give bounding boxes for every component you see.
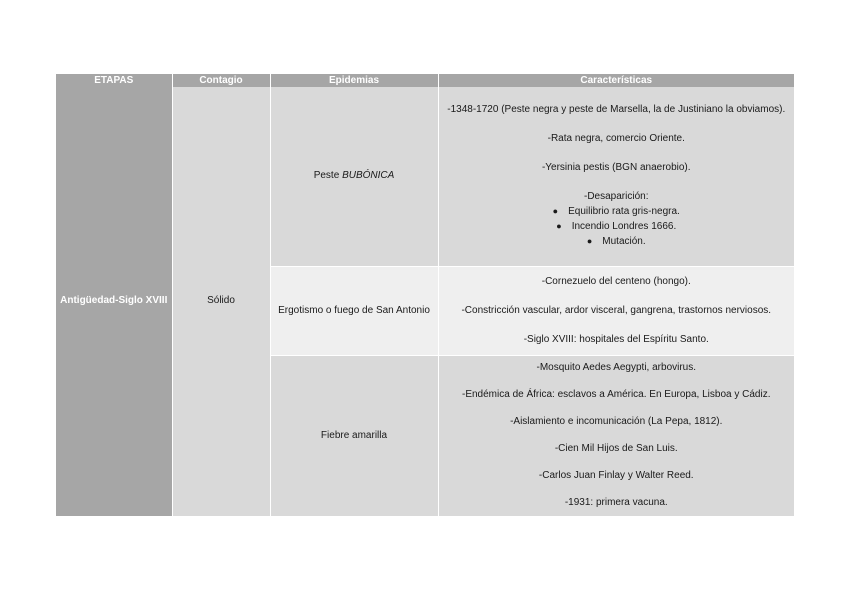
bullet-item (443, 219, 791, 234)
contagio-cell: Sólido (172, 87, 270, 516)
epidemia-cell-ergotismo: Ergotismo o fuego de San Antonio (270, 266, 438, 355)
caract-line: -Aislamiento e incomunicación (La Pepa, 1812). (510, 416, 723, 427)
header-epidemias: Epidemias (270, 74, 438, 87)
epidemia-cell-peste (270, 87, 438, 266)
bullet-text: Mutación. (602, 236, 646, 248)
epidemia-prefix: Peste (313, 170, 343, 182)
caract-line: -1348-1720 (Peste negra y peste de Marsella, la de Justiniano la obviamos). (447, 104, 786, 116)
bullet-text: Incendio Londres 1666. (571, 221, 677, 233)
bullet-icon: ● (586, 236, 593, 247)
etapa-cell: Antigüedad-Siglo XVIII (56, 87, 172, 516)
bullet-item (443, 234, 791, 249)
header-row (56, 74, 794, 87)
caract-line: -Yersinia pestis (BGN anaerobio). (541, 162, 691, 174)
caract-line: -Siglo XVIII: hospitales del Espíritu Santo. (523, 333, 709, 345)
epidemia-cell-fiebre: Fiebre amarilla (270, 355, 438, 516)
bullet-icon: ● (556, 221, 562, 232)
caract-line: -Constricción vascular, ardor visceral, gangrena, trastornos nerviosos. (461, 304, 772, 316)
table-row (56, 87, 794, 266)
caracteristicas-cell-peste (438, 87, 794, 266)
caract-line: -Cornezuelo del centeno (hongo). (541, 275, 691, 287)
caract-line: -Carlos Juan Finlay y Walter Reed. (538, 470, 694, 481)
caract-line: -Rata negra, comercio Oriente. (547, 133, 685, 145)
bullet-item (443, 204, 791, 219)
caract-line: -1931: primera vacuna. (564, 497, 668, 508)
caract-line: -Cien Mil Hijos de San Luis. (554, 443, 678, 454)
bullet-icon: ● (552, 206, 559, 217)
header-contagio: Contagio (172, 74, 270, 87)
header-etapas: ETAPAS (56, 74, 172, 87)
caracteristicas-cell-fiebre (438, 355, 794, 516)
header-caracteristicas: Características (438, 74, 794, 87)
caract-line: -Mosquito Aedes Aegypti, arbovirus. (536, 362, 697, 373)
caract-line: -Endémica de África: esclavos a América. En Europa, Lisboa y Cádiz. (462, 389, 771, 400)
epidemia-emphasis: BUBÓNICA (342, 170, 395, 182)
epidemics-table (56, 74, 794, 517)
bullet-text: Equilibrio rata gris-negra. (568, 206, 680, 218)
caracteristicas-cell-ergotismo (438, 266, 794, 355)
caract-line: -Desaparición: (584, 191, 649, 203)
